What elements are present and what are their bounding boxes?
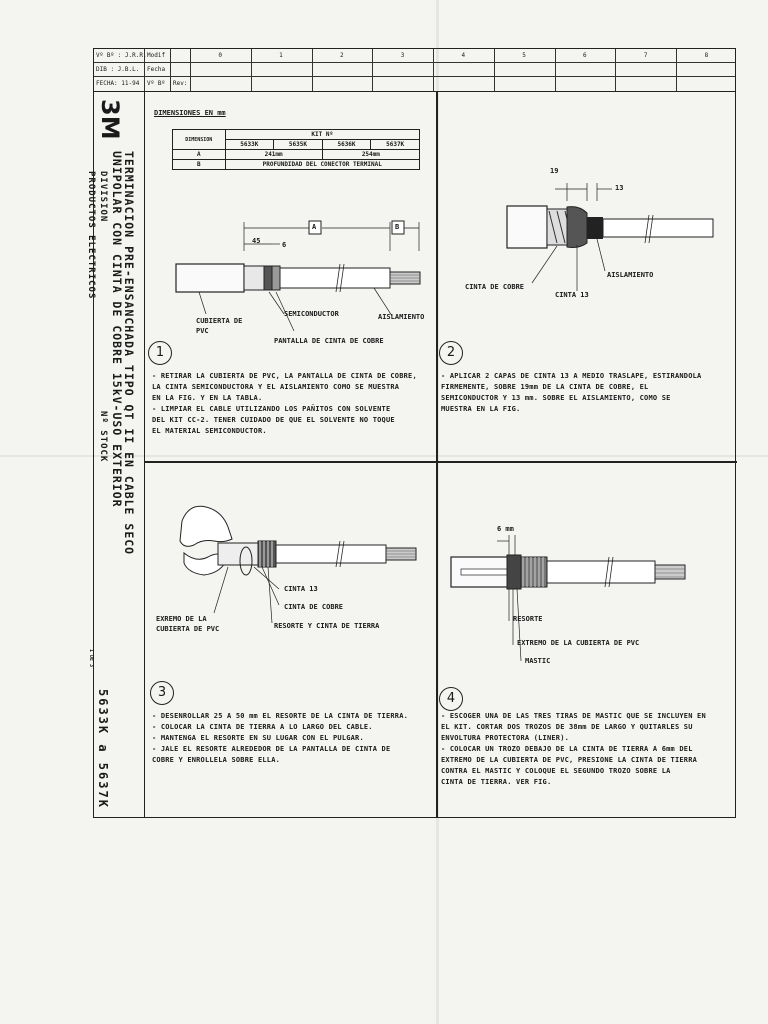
kit-col: 5633K — [225, 140, 274, 150]
column-divider — [615, 49, 616, 91]
step-number-1: 1 — [148, 341, 172, 365]
cable-figure-2 — [437, 171, 737, 301]
rev-label: Rev: — [173, 80, 188, 87]
text-line: CINTA DE TIERRA. VER FIG. — [441, 778, 552, 786]
kit-col: 5637K — [371, 140, 420, 150]
text-line: - LIMPIAR EL CABLE UTILIZANDO LOS PAÑITOS CON SOLVENTE — [152, 405, 391, 413]
dim-label-13: 13 — [615, 184, 624, 192]
kit-col: 5635K — [274, 140, 323, 150]
logo-3m: 3M — [96, 99, 124, 140]
label-extremo: EXREMO DE LA — [156, 615, 207, 623]
column-divider — [312, 49, 313, 91]
column-divider — [251, 49, 252, 91]
text-line: - COLOCAR LA CINTA DE TIERRA A LO LARGO DEL CABLE. — [152, 723, 373, 731]
cable-figure-4 — [437, 533, 737, 683]
approved-by: Vº Bº : J.R.R. — [96, 52, 147, 59]
approved-label-2: Vº Bº : — [147, 80, 173, 87]
column-divider — [555, 49, 556, 91]
column-number: 4 — [461, 52, 466, 59]
step-1-instructions — [152, 371, 432, 437]
column-number: 2 — [339, 52, 344, 59]
step-4-panel — [437, 463, 737, 817]
text-line: COBRE Y ENROLLELA SOBRE ELLA. — [152, 756, 281, 764]
label-cinta-13: CINTA 13 — [284, 585, 318, 593]
text-line: EL MATERIAL SEMICONDUCTOR. — [152, 427, 267, 435]
modif-label: Modif : — [147, 52, 173, 59]
title-sidebar — [86, 91, 145, 817]
title-block-header — [94, 49, 735, 92]
label-resorte: RESORTE — [513, 615, 543, 623]
step-number-3: 3 — [150, 681, 174, 705]
step-3-instructions — [152, 711, 432, 766]
text-line: DEL KIT CC-2. TENER CUIDADO DE QUE EL SOLVENTE NO TOQUE — [152, 416, 395, 424]
step-1-panel — [144, 91, 436, 461]
kit-header: KIT Nº — [225, 130, 419, 140]
step-2-instructions — [441, 371, 733, 415]
label-pvc: PVC — [196, 327, 209, 335]
column-divider — [494, 49, 495, 91]
title-line-1: TERMINACION PRE-ENSANCHADA TIPO QT II EN CABLE SECO — [122, 151, 136, 556]
label-aislamiento: AISLAMIENTO — [378, 313, 425, 321]
step-4-instructions — [441, 711, 735, 788]
label-cubierta-pvc: CUBIERTA DE PVC — [156, 625, 220, 633]
row-a-key: A — [173, 150, 226, 160]
dimension-table — [172, 129, 420, 170]
date-code: FECHA: 11-94 — [96, 80, 140, 87]
label-cinta-cobre: CINTA DE COBRE — [284, 603, 344, 611]
text-line: ENVOLTURA PROTECTORA (LINER). — [441, 734, 570, 742]
stock-range: 5633K a 5637K — [96, 689, 110, 809]
text-line: - ESCOGER UNA DE LAS TRES TIRAS DE MASTIC QUE SE INCLUYEN EN — [441, 712, 706, 720]
text-line: EL KIT. CORTAR DOS TROZOS DE 38mm DE LARGO Y QUITARLES SU — [441, 723, 693, 731]
column-divider — [433, 49, 434, 91]
label-pantalla: PANTALLA DE CINTA DE COBRE — [274, 337, 384, 345]
step-number-2: 2 — [439, 341, 463, 365]
dimensions-title: DIMENSIONES EN mm — [154, 109, 226, 117]
column-number: 0 — [218, 52, 222, 59]
row-b-value: PROFUNDIDAD DEL CONECTOR TERMINAL — [225, 160, 419, 170]
label-extremo-pvc: EXTREMO DE LA CUBIERTA DE PVC — [517, 639, 640, 647]
step-3-panel — [144, 463, 436, 817]
division-label: DIVISION — [98, 171, 108, 223]
drawn-by: DIB : J.B.L. — [96, 66, 140, 73]
text-line: MUESTRA EN LA FIG. — [441, 405, 521, 413]
column-divider — [676, 49, 677, 91]
title-line-2: UNIPOLAR CON CINTA DE COBRE 15kV-USO EXTERIOR — [110, 151, 124, 508]
dim-label-6: 6 — [282, 241, 287, 249]
dim-label-b: B — [395, 223, 400, 231]
column-number: 1 — [279, 52, 283, 59]
row-b-key: B — [173, 160, 226, 170]
dim-label-45: 45 — [252, 237, 261, 245]
column-number: 5 — [522, 52, 526, 59]
column-divider — [372, 49, 373, 91]
division-name: PRODUCTOS ELECTRICOS — [86, 171, 96, 300]
dimension-header: DIMENSION — [173, 130, 226, 150]
cable-figure-1 — [144, 206, 436, 356]
text-line: - APLICAR 2 CAPAS DE CINTA 13 A MEDIO TRASLAPE, ESTIRANDOLA — [441, 372, 702, 380]
label-cinta-cobre: CINTA DE COBRE — [465, 283, 525, 291]
column-number: 7 — [643, 52, 648, 59]
dim-label-6mm: 6 mm — [497, 525, 514, 533]
label-cubierta: CUBIERTA DE — [196, 317, 243, 325]
label-aislamiento: AISLAMIENTO — [607, 271, 654, 279]
label-cinta-13: CINTA 13 — [555, 291, 589, 299]
kit-col: 5636K — [322, 140, 371, 150]
row-a-value-2: 254mm — [322, 150, 419, 160]
column-number: 6 — [583, 52, 587, 59]
text-line: - DESENROLLAR 25 A 50 mm EL RESORTE DE LA CINTA DE TIERRA. — [152, 712, 409, 720]
label-resorte-tierra: RESORTE Y CINTA DE TIERRA — [274, 622, 380, 630]
page-number: 1 DE 3 — [88, 649, 94, 668]
label-mastic: MASTIC — [525, 657, 551, 665]
text-line: EXTREMO DE LA CUBIERTA DE PVC, PRESIONE LA CINTA DE TIERRA — [441, 756, 698, 764]
text-line: - MANTENGA EL RESORTE EN SU LUGAR CON EL PULGAR. — [152, 734, 364, 742]
dim-label-a: A — [312, 223, 317, 231]
text-line: - COLOCAR UN TROZO DEBAJO DE LA CINTA DE TIERRA A 6mm DEL — [441, 745, 693, 753]
text-line: - JALE EL RESORTE ALREDEDOR DE LA PANTALLA DE CINTA DE — [152, 745, 391, 753]
text-line: - RETIRAR LA CUBIERTA DE PVC, LA PANTALLA DE CINTA DE COBRE, — [152, 372, 417, 380]
column-number: 3 — [400, 52, 405, 59]
dim-label-19: 19 — [550, 167, 559, 175]
text-line: LA CINTA SEMICONDUCTORA Y EL AISLAMIENTO COMO SE MUESTRA — [152, 383, 400, 391]
text-line: FIRMEMENTE, SOBRE 19mm DE LA CINTA DE COBRE, EL — [441, 383, 649, 391]
fecha-label: Fecha : — [147, 66, 173, 73]
stock-label: Nº STOCK — [98, 411, 108, 463]
text-line: SEMICONDUCTOR Y 13 mm. SOBRE EL AISLAMIENTO, COMO SE — [441, 394, 671, 402]
text-line: CONTRA EL MASTIC Y COLOQUE EL SEGUNDO TROZO SOBRE LA — [441, 767, 671, 775]
label-semiconductor: SEMICONDUCTOR — [284, 310, 339, 318]
drawing-sheet — [86, 48, 736, 818]
step-number-4: 4 — [439, 687, 463, 711]
text-line: EN LA FIG. Y EN LA TABLA. — [152, 394, 263, 402]
step-2-panel — [437, 91, 737, 461]
row-a-value-1: 241mm — [225, 150, 322, 160]
column-number: 8 — [704, 52, 709, 59]
